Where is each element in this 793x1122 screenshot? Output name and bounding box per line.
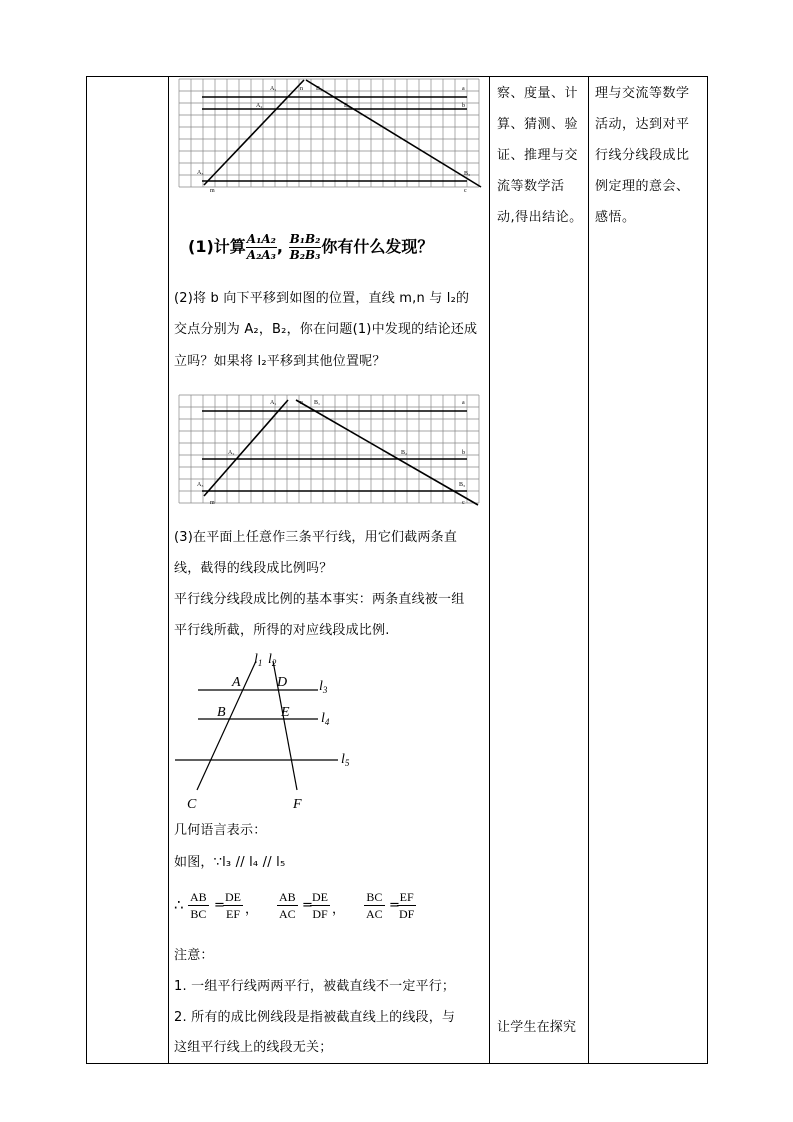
col3-line: 察、度量、计 [497,86,579,101]
q3-line2: 线，截得的线段成比例吗？ [174,561,333,576]
line-m [204,400,288,496]
q2-line1: (2)将 b 向下平移到如图的位置，直线 m,n 与 l₂的 [174,291,470,306]
col3-line: 证、推理与交 [497,148,579,163]
grid-figure-1 [176,77,486,199]
label-n: n [300,86,303,92]
label-point-A: A [232,675,241,690]
col3-text [497,78,585,233]
label-a: a [462,400,465,406]
table-col-border-0 [86,76,87,1064]
ratio-A-den: A₂A₃ [246,248,276,262]
eq-3: = [389,898,400,913]
line-l1 [197,661,256,790]
col3-bottom-text: 让学生在探究 [497,1020,577,1035]
label-l1: $l_1$ [254,652,263,668]
note-2b: 这组平行线上的线段无关； [174,1040,333,1055]
label-B3: B₃ [464,171,471,177]
label-n: n [300,400,303,406]
num: AB [279,890,296,904]
label-B1: B₁ [314,400,321,406]
sep-2: ， [332,902,346,917]
q1-comma: , [276,237,283,256]
label-l4: $l_4$ [321,711,330,727]
label-b: b [462,450,465,456]
ratio-BC-AC [364,889,385,922]
label-A2: A₂ [256,103,263,109]
parallel-lines-figure [172,645,372,817]
sep-1: ， [245,902,259,917]
num: BC [364,889,385,906]
geo-therefore: ∴ [174,896,184,914]
col4-line: 活动，达到对平 [595,117,690,132]
geo-given: 如图，∵l₃ // l₄ // l₅ [174,855,286,870]
label-l5: $l_5$ [341,752,350,768]
num: AB [190,890,207,904]
den: AC [366,907,383,921]
label-c: c [464,188,467,194]
label-l3: $l_3$ [319,679,328,695]
q1-prefix: (1)计算 [188,237,246,256]
table-col-border-3 [588,76,589,1064]
label-A2: A₂ [228,450,235,456]
label-point-C: C [187,797,197,812]
table-col-border-4 [707,76,708,1064]
den: BC [190,907,207,921]
note-2a: 2. 所有的成比例线段是指被截直线上的线段，与 [174,1010,456,1025]
fact-line1: 平行线分线段成比例的基本事实：两条直线被一组 [174,592,465,607]
geo-title: 几何语言表示： [174,823,267,838]
label-B3: B₃ [459,482,466,488]
q2-line3: 立吗？如果将 l₂平移到其他位置呢？ [174,354,386,369]
den: DF [399,907,415,921]
label-point-F: F [293,797,302,812]
eq-1: = [214,898,225,913]
label-B2: B₂ [344,103,351,109]
table-bottom-border [86,1063,708,1064]
ratio-B-num: B₁B₂ [289,232,321,246]
label-B1: B₁ [316,86,323,92]
question-1 [188,232,433,263]
ratio-AB-AC [277,889,298,922]
label-A1: A₁ [270,400,277,406]
label-point-D: D [277,675,288,690]
num: DE [312,890,328,904]
col3-line: 流等数学活 [497,179,565,194]
col3-line: 算、猜测、验 [497,117,579,132]
table-col-border-1 [168,76,169,1064]
q2-line2: 交点分别为 A₂，B₂，你在问题(1)中发现的结论还成 [174,322,478,337]
label-a: a [462,86,465,92]
den: EF [225,907,240,921]
grid-figure-2 [176,393,486,515]
den: AC [279,907,296,921]
col4-line: 理与交流等数学 [595,86,690,101]
note-1: 1. 一组平行线两两平行，被截直线不一定平行； [174,979,456,994]
ratio-DE-DF [310,889,330,922]
num: EF [397,889,416,906]
num: DE [225,890,241,904]
col3-line: 动,得出结论。 [497,210,583,225]
col4-text [595,78,703,233]
col4-line: 例定理的意会、 [595,179,690,194]
ratio-AB-BC [188,889,209,922]
q1-suffix: 你有什么发现？ [321,237,434,256]
ratio-EF-DF [397,889,416,922]
eq-2: = [302,898,313,913]
col4-line: 感悟。 [595,210,636,225]
label-m: m [210,500,215,506]
label-A1: A₁ [270,86,277,92]
ratio-B [289,232,322,263]
ratio-A-num: A₁A₂ [246,232,276,246]
label-b: b [462,103,465,109]
table-col-border-2 [489,76,490,1064]
notes-title: 注意： [174,948,214,963]
q3-line1: (3)在平面上任意作三条平行线，用它们截两条直 [174,530,458,545]
label-A3: A₃ [197,170,204,176]
label-c: c [462,500,465,506]
label-l2: $l_2$ [268,652,277,668]
label-A3: A₃ [197,482,204,488]
ratio-A [246,232,277,263]
ratio-DE-EF [223,889,243,922]
fact-line2: 平行线所截，所得的对应线段成比例. [174,623,390,638]
label-point-B: B [217,705,226,720]
line-m [204,80,304,185]
col4-line: 行线分线段成比 [595,148,690,163]
den: DF [312,907,328,921]
label-point-E: E [281,705,290,720]
label-m: m [210,188,215,194]
label-B2: B₂ [401,450,408,456]
ratio-B-den: B₂B₃ [289,248,321,262]
